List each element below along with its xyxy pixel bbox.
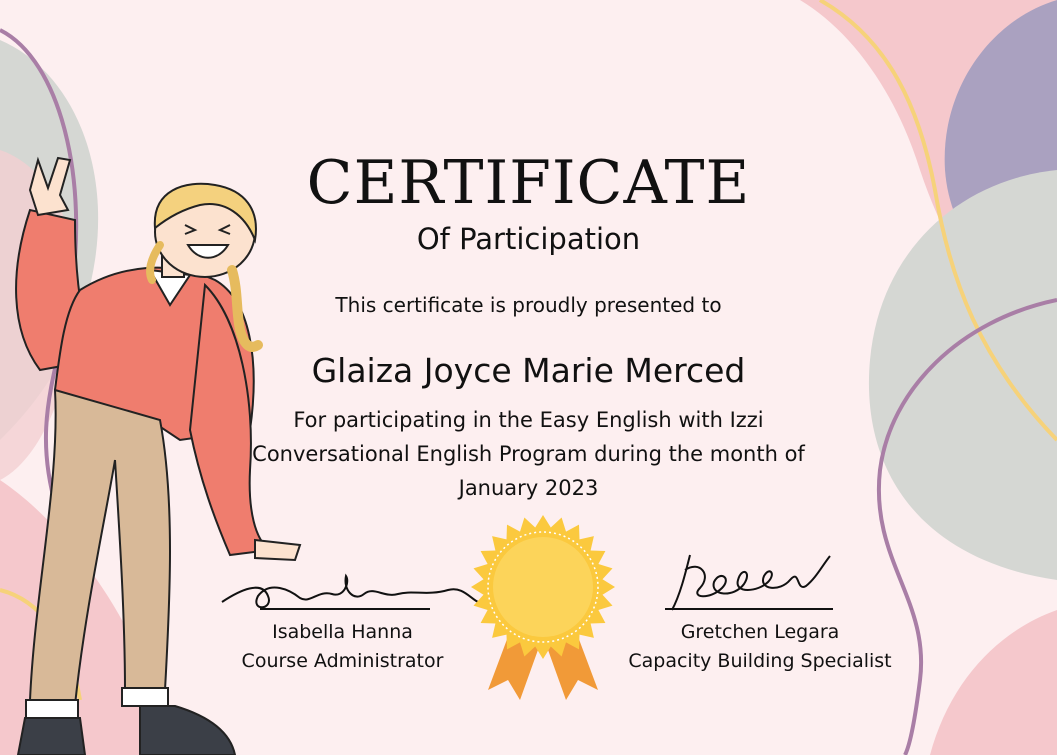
description-line-3: January 2023	[458, 476, 599, 500]
recipient-name: Glaiza Joyce Marie Merced	[311, 351, 746, 390]
right-signatory-name: Gretchen Legara	[680, 621, 840, 643]
right-signatory-role: Capacity Building Specialist	[628, 650, 892, 672]
certificate-subtitle: Of Participation	[416, 222, 641, 256]
presented-line: This certificate is proudly presented to	[335, 293, 722, 317]
certificate-title: CERTIFICATE	[306, 148, 751, 218]
left-signatory-role: Course Administrator	[241, 650, 444, 672]
description-line-1: For participating in the Easy English with Izzi	[293, 408, 764, 432]
description-line-2: Conversational English Program during the month of	[252, 442, 805, 466]
seal-inner	[493, 537, 593, 637]
left-signatory-name: Isabella Hanna	[272, 621, 413, 643]
